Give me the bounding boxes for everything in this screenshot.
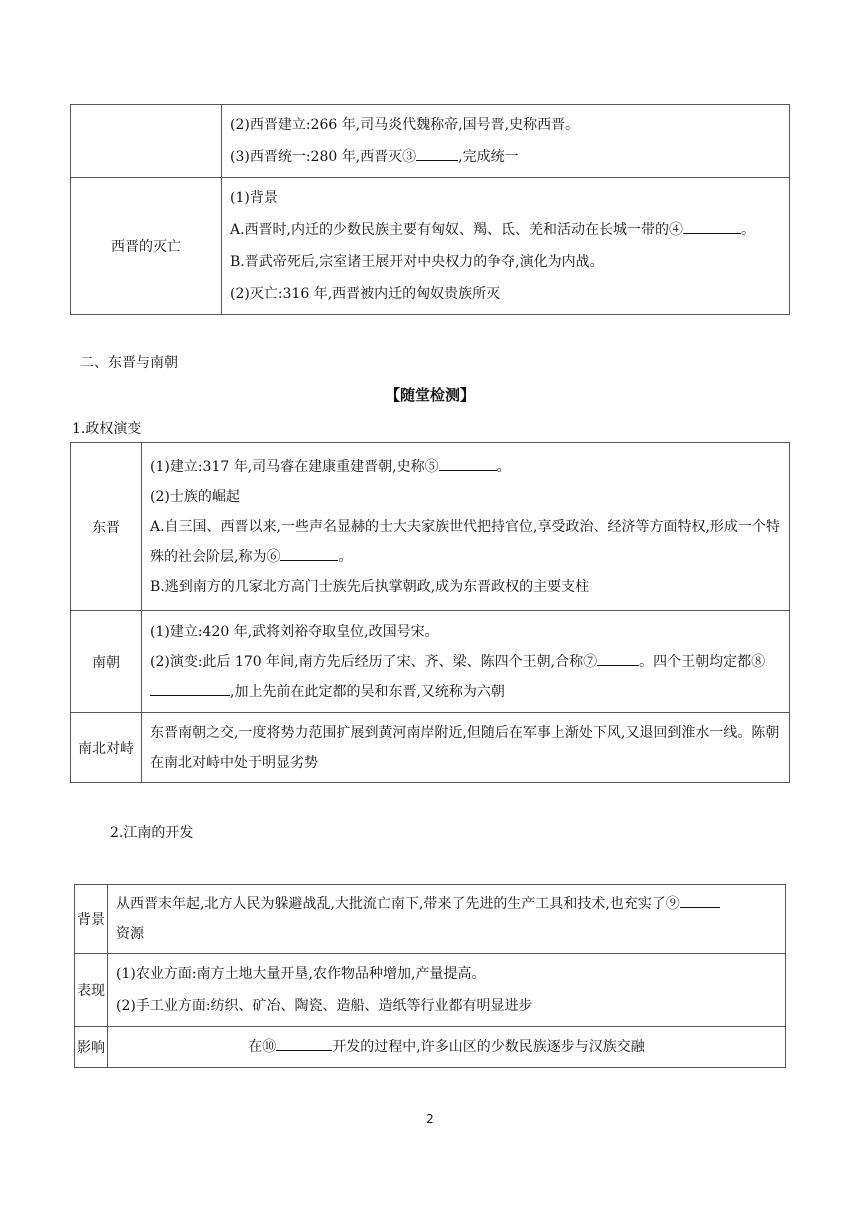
fill-blank-5[interactable] bbox=[439, 456, 497, 471]
table-row bbox=[75, 954, 786, 1027]
fill-blank-8[interactable] bbox=[150, 681, 230, 696]
table-row bbox=[75, 1027, 786, 1068]
row-label: 背景 bbox=[75, 885, 108, 954]
text-line: B.晋武帝死后,宗室诸王展开对中央权力的争夺,演化为内战。 bbox=[230, 254, 604, 270]
fill-blank-3[interactable] bbox=[416, 146, 458, 161]
row-content bbox=[108, 954, 786, 1027]
table-jiangnan-development bbox=[74, 884, 786, 1068]
text-line: (2)手工业方面:纺织、矿冶、陶瓷、造船、造纸等行业都有明显进步 bbox=[116, 998, 533, 1014]
table-row bbox=[71, 178, 790, 315]
text-line: (2)西晋建立:266 年,司马炎代魏称帝,国号晋,史称西晋。 bbox=[230, 117, 580, 133]
center-title: 【随堂检测】 bbox=[384, 386, 475, 404]
table-row bbox=[71, 713, 790, 783]
text-line: (1)背景 bbox=[230, 190, 278, 206]
text-line: (1)农业方面:南方土地大量开垦,农作物品种增加,产量提高。 bbox=[116, 966, 486, 982]
subheading-jiangnan: 2.江南的开发 bbox=[110, 825, 194, 841]
table-row bbox=[75, 885, 786, 954]
text-line: A.自三国、西晋以来,一些声名显赫的士大夫家族世代把持官位,享受政治、经济等方面特权,形成一个特殊的社会阶层,称为⑥ 。 bbox=[150, 518, 780, 565]
fill-blank-10[interactable] bbox=[276, 1036, 332, 1051]
text-line: (1)建立:420 年,武将刘裕夺取皇位,改国号宋。 bbox=[150, 623, 439, 640]
row-content bbox=[142, 611, 790, 713]
text-line: A.西晋时,内迁的少数民族主要有匈奴、羯、氐、羌和活动在长城一带的④ 。 bbox=[230, 214, 781, 246]
row-label: 影响 bbox=[75, 1027, 108, 1068]
text-line: (2)演变:此后 170 年间,南方先后经历了宋、齐、梁、陈四个王朝,合称⑦ 。四个王朝均定都⑧,加上先前在此定都的吴和东晋,又统称为六朝 bbox=[150, 647, 781, 707]
text-line: (2)灭亡:316 年,西晋被内迁的匈奴贵族所灭 bbox=[230, 286, 501, 302]
text-line: (1)建立:317 年,司马睿在建康重建晋朝,史称⑤ 。 bbox=[150, 452, 781, 482]
text-line: (2)士族的崛起 bbox=[150, 488, 240, 505]
fill-blank-7[interactable] bbox=[597, 651, 639, 666]
section-heading: 二、东晋与南朝 bbox=[80, 355, 178, 371]
row-label: 表现 bbox=[75, 954, 108, 1027]
fill-blank-4[interactable] bbox=[683, 219, 741, 234]
row-content bbox=[142, 443, 790, 611]
row-label: 南北对峙 bbox=[71, 713, 142, 783]
row-label bbox=[71, 105, 222, 178]
row-content bbox=[108, 1027, 786, 1068]
row-label: 东晋 bbox=[71, 443, 142, 611]
table-row bbox=[71, 611, 790, 713]
text-line: 资源 bbox=[116, 926, 144, 942]
row-content bbox=[108, 885, 786, 954]
table-regime-evolution bbox=[70, 442, 790, 783]
row-label: 南朝 bbox=[71, 611, 142, 713]
row-label: 西晋的灭亡 bbox=[71, 178, 222, 315]
text-line: B.逃到南方的几家北方高门士族先后执掌朝政,成为东晋政权的主要支柱 bbox=[150, 578, 590, 595]
page-number: 2 bbox=[426, 1112, 434, 1126]
subheading-regime: 1.政权演变 bbox=[72, 421, 142, 437]
table-row bbox=[71, 105, 790, 178]
table-row bbox=[71, 443, 790, 611]
row-content bbox=[222, 178, 790, 315]
text-line: 在⑩ 开发的过程中,许多山区的少数民族逐步与汉族交融 bbox=[116, 1031, 777, 1063]
text-line: 东晋南朝之交,一度将势力范围扩展到黄河南岸附近,但随后在军事上渐处下风,又退回到淮水一线。陈朝在南北对峙中处于明显劣势 bbox=[150, 724, 780, 771]
table-xijin bbox=[70, 104, 790, 315]
row-content bbox=[222, 105, 790, 178]
fill-blank-9[interactable] bbox=[680, 893, 720, 908]
row-content bbox=[142, 713, 790, 783]
fill-blank-6[interactable] bbox=[280, 546, 338, 561]
text-line: 从西晋末年起,北方人民为躲避战乱,大批流亡南下,带来了先进的生产工具和技术,也充实了⑨ bbox=[116, 889, 777, 919]
text-line: (3)西晋统一:280 年,西晋灭③ ,完成统一 bbox=[230, 141, 781, 173]
